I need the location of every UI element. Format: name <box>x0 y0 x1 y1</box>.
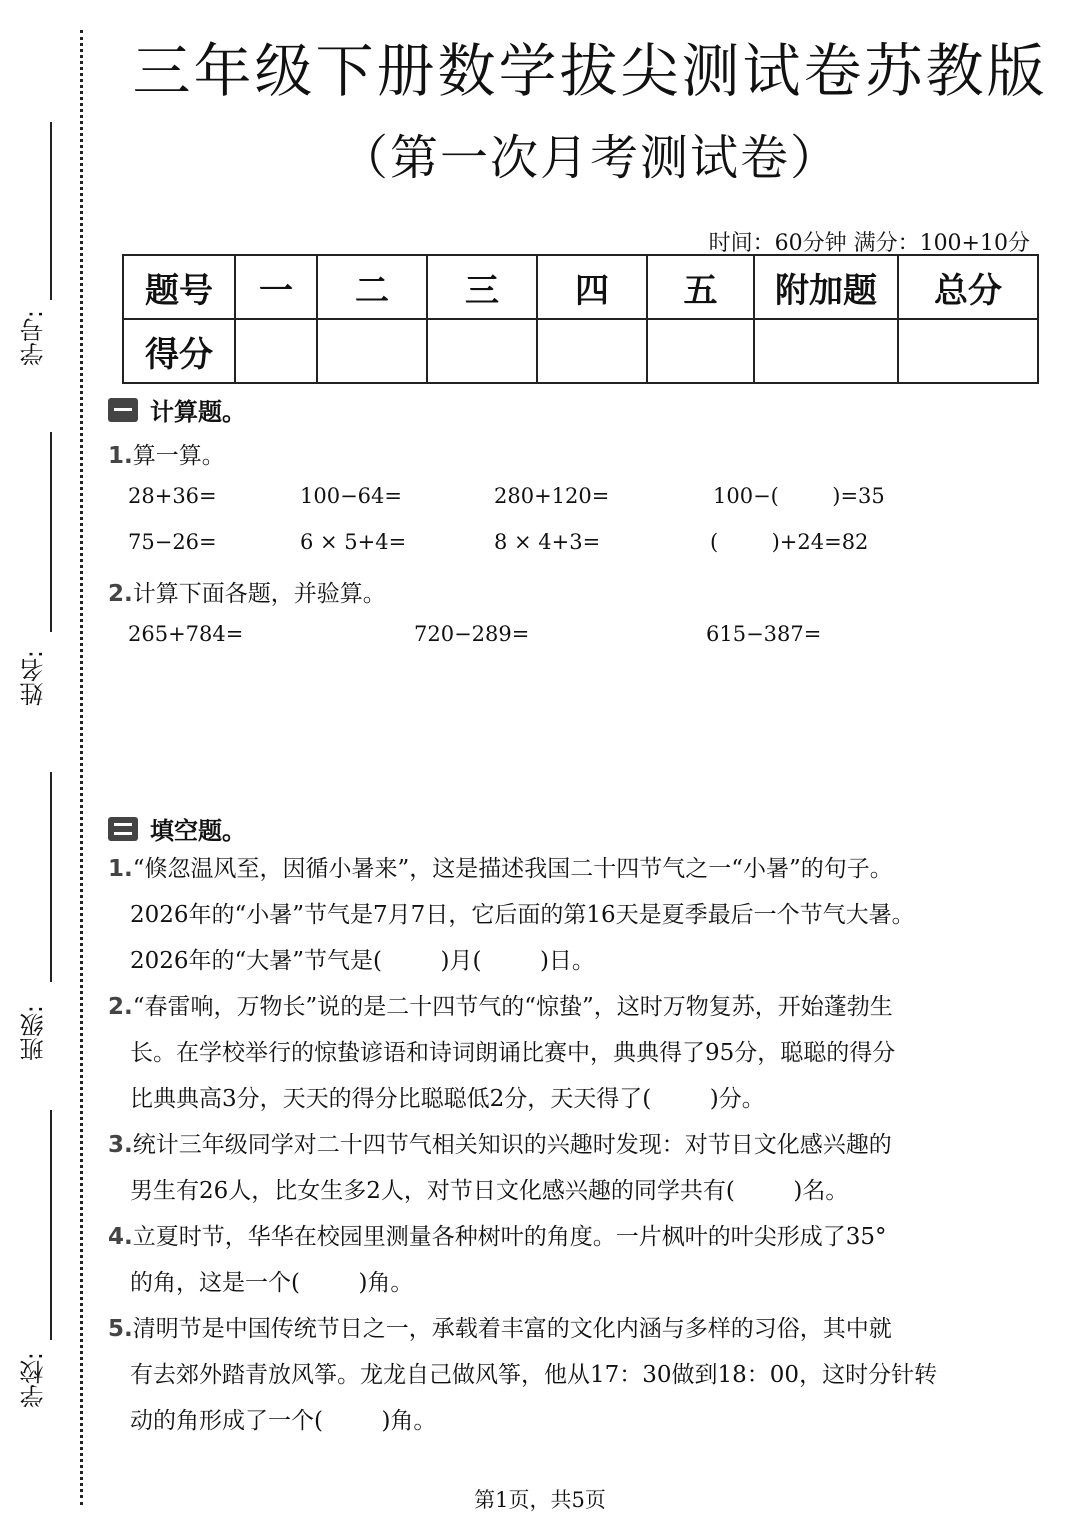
student-id-line <box>50 122 52 300</box>
score-table-cell: 题号 <box>123 255 235 319</box>
class-label: 班级: <box>20 1005 48 1062</box>
calc-item: 615−387= <box>706 622 822 646</box>
question-line: 2026年的“大暑”节气是( )月( )日。 <box>130 948 595 974</box>
question-line: 的角，这是一个( )角。 <box>130 1270 414 1296</box>
score-input-cell[interactable] <box>235 319 317 383</box>
school-label: 学校: <box>20 1352 48 1409</box>
student-id-label: 学号: <box>20 310 48 367</box>
score-table-cell: 二 <box>317 255 427 319</box>
calc-item: 265+784= <box>128 622 244 646</box>
question-line: 立夏时节，华华在校园里测量各种树叶的角度。一片枫叶的叶尖形成了35° <box>132 1224 887 1250</box>
score-table-cell: 一 <box>235 255 317 319</box>
section-2-heading <box>108 811 246 846</box>
calc-item: 28+36= <box>128 484 217 508</box>
score-input-cell[interactable] <box>427 319 537 383</box>
question-text: 计算下面各题，并验算。 <box>132 581 386 607</box>
score-input-cell[interactable] <box>317 319 427 383</box>
score-table-cell: 五 <box>647 255 754 319</box>
name-line <box>50 432 52 632</box>
question-line: 统计三年级同学对二十四节气相关知识的兴趣时发现：对节日文化感兴趣的 <box>132 1132 892 1158</box>
score-table-header-row <box>123 255 1038 319</box>
score-table <box>122 254 1039 384</box>
score-table-cell: 附加题 <box>754 255 898 319</box>
score-table-cell: 总分 <box>898 255 1038 319</box>
section-1-heading <box>108 392 246 427</box>
page-footer: 第1页，共5页 <box>474 1488 606 1512</box>
question-number: 1. <box>108 443 133 469</box>
question-number: 2. <box>108 994 133 1020</box>
calc-item: 6 × 5+4= <box>300 530 407 554</box>
s2-question-5 <box>108 1306 1008 1444</box>
score-input-cell[interactable] <box>647 319 754 383</box>
question-number: 5. <box>108 1316 133 1342</box>
score-table-score-row <box>123 319 1038 383</box>
calc-item: 8 × 4+3= <box>494 530 601 554</box>
score-row-label: 得分 <box>123 319 235 383</box>
class-line <box>50 772 52 982</box>
section-2-title: 填空题。 <box>150 817 246 845</box>
calc-fill-item: ( )+24=82 <box>710 530 869 554</box>
s1-question-2 <box>108 575 386 608</box>
question-number: 3. <box>108 1132 133 1158</box>
question-number: 1. <box>108 856 133 882</box>
s1-question-1 <box>108 437 225 470</box>
calc-item: 75−26= <box>128 530 217 554</box>
question-line: “春雷响，万物长”说的是二十四节气的“惊蛰”，这时万物复苏，开始蓬勃生 <box>132 994 893 1020</box>
calc-item: 720−289= <box>414 622 530 646</box>
question-line: 2026年的“小暑”节气是7月7日，它后面的第16天是夏季最后一个节气大暑。 <box>130 902 915 928</box>
score-table-cell: 三 <box>427 255 537 319</box>
question-line: 男生有26人，比女生多2人，对节日文化感兴趣的同学共有( )名。 <box>130 1178 849 1204</box>
exam-meta: 时间：60分钟 满分：100+10分 <box>708 231 1030 256</box>
s2-question-1 <box>108 846 1008 984</box>
question-text: 算一算。 <box>132 443 225 469</box>
school-line <box>50 1110 52 1340</box>
name-label: 姓名: <box>20 650 48 707</box>
question-line: 比典典高3分，天天的得分比聪聪低2分，天天得了( )分。 <box>130 1086 765 1112</box>
score-input-cell[interactable] <box>898 319 1038 383</box>
score-table-cell: 四 <box>537 255 647 319</box>
question-line: “倏忽温风至，因循小暑来”，这是描述我国二十四节气之一“小暑”的句子。 <box>132 856 893 882</box>
score-input-cell[interactable] <box>754 319 898 383</box>
section-two-icon <box>108 817 138 841</box>
score-input-cell[interactable] <box>537 319 647 383</box>
s2-question-2 <box>108 984 1008 1122</box>
page-subtitle: （第一次月考测试卷） <box>339 130 840 186</box>
s2-question-4 <box>108 1214 1008 1306</box>
question-line: 长。在学校举行的惊蛰谚语和诗词朗诵比赛中，典典得了95分，聪聪的得分 <box>130 1040 896 1066</box>
question-line: 清明节是中国传统节日之一，承载着丰富的文化内涵与多样的习俗，其中就 <box>132 1316 892 1342</box>
question-line: 动的角形成了一个( )角。 <box>130 1408 437 1434</box>
question-number: 4. <box>108 1224 133 1250</box>
binding-dotted-line <box>80 30 83 1505</box>
calc-item: 100−64= <box>300 484 402 508</box>
calc-item: 280+120= <box>494 484 610 508</box>
page-title: 三年级下册数学拔尖测试卷苏教版 <box>132 37 1048 105</box>
s2-question-3 <box>108 1122 1008 1214</box>
section-one-icon <box>108 398 138 422</box>
question-number: 2. <box>108 581 133 607</box>
section-1-title: 计算题。 <box>150 398 246 426</box>
question-line: 有去郊外踏青放风筝。龙龙自己做风筝，他从17：30做到18：00，这时分针转 <box>130 1362 938 1388</box>
calc-fill-item: 100−( )=35 <box>713 484 885 508</box>
